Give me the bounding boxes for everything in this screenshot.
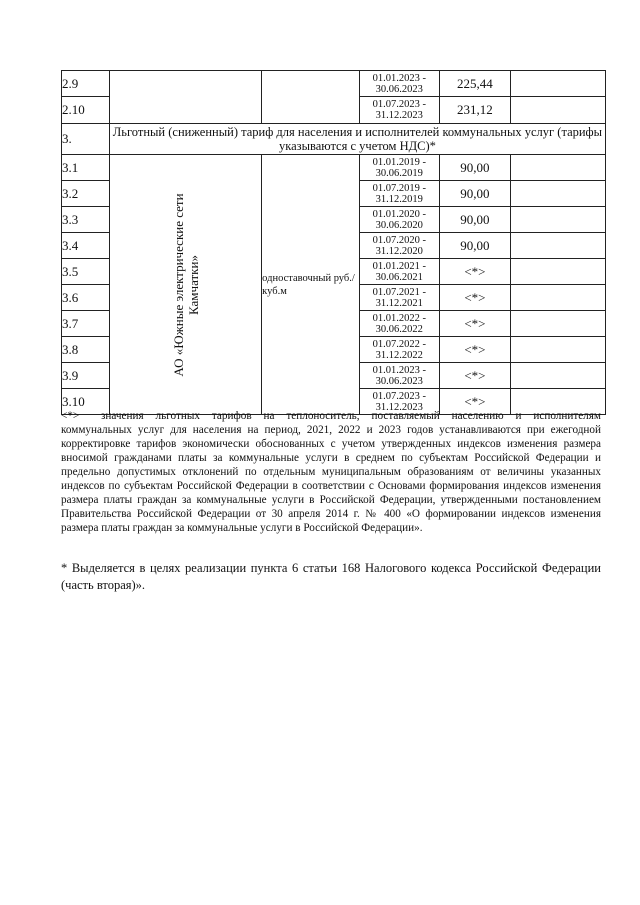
footnote-mark: <*> [61,410,80,422]
period-cell: 01.07.2023 - 31.12.2023 [360,389,439,415]
unit-cell: одноставочный руб./куб.м [262,155,360,415]
tariff-value: 225,44 [439,71,511,97]
tariff-value: 90,00 [439,233,511,259]
empty-cell [511,285,606,311]
row-number: 3.4 [62,233,110,259]
empty-cell [511,155,606,181]
tariff-value: <*> [439,285,511,311]
empty-cell [511,97,606,124]
empty-cell [511,311,606,337]
table-row [62,71,606,97]
row-number: 2.9 [62,71,110,97]
period-cell: 01.07.2020 - 31.12.2020 [360,233,439,259]
row-number: 3.6 [62,285,110,311]
footnote-tariff-values [61,409,601,535]
section-title: Льготный (сниженный) тариф для населения и исполнителей коммунальных услуг (тарифы указываются с учетом НДС)* [109,124,605,155]
section-number: 3. [62,124,110,155]
section-row [62,124,606,155]
period-cell: 01.07.2019 - 31.12.2019 [360,181,439,207]
footnote-text: значения льготных тарифов на теплоноситель, поставляемый населению и исполнителям коммунальных услуг для населения на период, 2021, 2022 и 2023 годов устанавливаются при ежегодной корректировке тарифов экономически обоснованных с учетом утвержденных индексов изменения размера вносимой гражданами платы за коммунальные услуги в среднем по субъектам Российской Федерации и предельно допустимых отклонений по отдельным муниципальным образованиям от величины указанных индексов по субъектам Российской Федерации в соответствии с Основами формирования индексов изменения размера платы граждан за коммунальные услуги в Российской Федерации, утвержденными постановлением Правительства Российской Федерации от 30 апреля 2014 г. № 400 «О формировании индексов изменения размера платы граждан за коммунальные услуги в Российской Федерации». [61,410,601,534]
period-cell: 01.01.2019 - 30.06.2019 [360,155,439,181]
empty-cell [511,207,606,233]
empty-cell [262,71,360,124]
row-number: 3.7 [62,311,110,337]
row-number: 3.8 [62,337,110,363]
tariff-value: 90,00 [439,155,511,181]
tariff-value: 90,00 [439,207,511,233]
period-cell: 01.01.2023 - 30.06.2023 [360,71,439,97]
tariff-table [61,70,606,415]
footnote-vat: * Выделяется в целях реализации пункта 6 статьи 168 Налогового кодекса Российской Федерации (часть вторая)». [61,561,601,592]
row-number: 3.3 [62,207,110,233]
tariff-value: <*> [439,337,511,363]
period-cell: 01.07.2023 - 31.12.2023 [360,97,439,124]
tariff-value: <*> [439,389,511,415]
row-number: 2.10 [62,97,110,124]
empty-cell [511,363,606,389]
empty-cell [511,259,606,285]
tariff-value: 90,00 [439,181,511,207]
period-cell: 01.01.2020 - 30.06.2020 [360,207,439,233]
table-row [62,155,606,181]
row-number: 3.10 [62,389,110,415]
organization-cell [109,155,261,415]
tariff-value: <*> [439,311,511,337]
row-number: 3.2 [62,181,110,207]
period-cell: 01.01.2021 - 30.06.2021 [360,259,439,285]
period-cell: 01.01.2023 - 30.06.2023 [360,363,439,389]
row-number: 3.5 [62,259,110,285]
empty-cell [511,337,606,363]
tariff-value: <*> [439,259,511,285]
period-cell: 01.01.2022 - 30.06.2022 [360,311,439,337]
empty-cell [511,233,606,259]
period-cell: 01.07.2021 - 31.12.2021 [360,285,439,311]
empty-cell [109,71,261,124]
tariff-value: 231,12 [439,97,511,124]
organization-name: АО «Южные электрические сети Камчатки» [170,192,201,377]
tariff-value: <*> [439,363,511,389]
period-cell: 01.07.2022 - 31.12.2022 [360,337,439,363]
empty-cell [511,181,606,207]
row-number: 3.1 [62,155,110,181]
empty-cell [511,71,606,97]
row-number: 3.9 [62,363,110,389]
